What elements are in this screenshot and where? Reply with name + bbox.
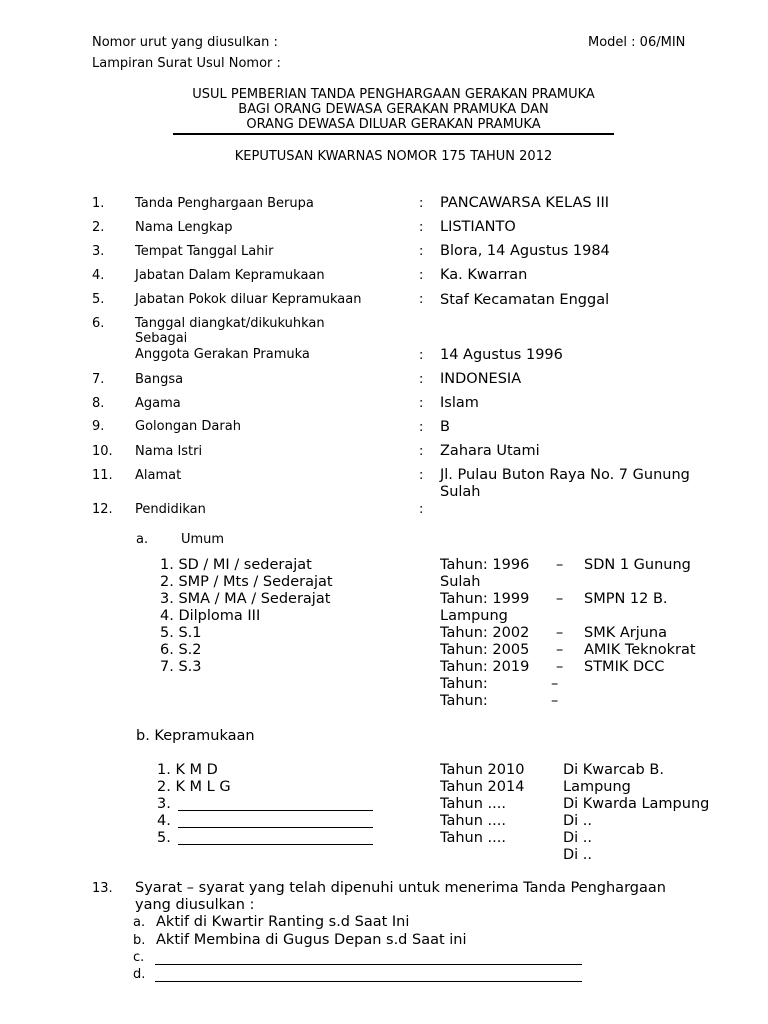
item-colon: : (419, 420, 424, 435)
item-value: Ka. Kwarran (440, 267, 528, 283)
pramuka-list-item: 2. K M L G (157, 779, 231, 795)
umum-tahun: Tahun: (440, 693, 488, 709)
syarat-letter: a. (133, 915, 146, 930)
pramuka-place: Lampung (563, 779, 631, 795)
item-label-line-1: Tanggal diangkat/dikukuhkan (135, 316, 325, 331)
umum-school: STMIK DCC (584, 659, 665, 675)
item-number: 9. (92, 419, 105, 434)
item-value: 14 Agustus 1996 (440, 347, 563, 363)
umum-list-item: 6. S.2 (160, 642, 202, 658)
item-value: PANCAWARSA KELAS III (440, 195, 610, 211)
item-label: Pendidikan (135, 502, 206, 517)
nomor-urut-label: Nomor urut yang diusulkan : (92, 35, 278, 50)
item-number: 4. (92, 268, 105, 283)
syarat-letter: b. (133, 933, 146, 948)
umum-tahun: Tahun: 1999 (440, 591, 530, 607)
pramuka-list-item: 4. (157, 813, 171, 829)
item-number: 11. (92, 468, 113, 483)
syarat-letter: d. (133, 967, 146, 982)
blank-line (178, 827, 373, 828)
umum-tahun: Tahun: 2005 (440, 642, 530, 658)
title-line-3: ORANG DEWASA DILUAR GERAKAN PRAMUKA (246, 117, 541, 132)
item-colon: : (419, 268, 424, 283)
umum-tahun: Tahun: 1996 (440, 557, 530, 573)
item-number: 5. (92, 292, 105, 307)
item-value: INDONESIA (440, 371, 522, 387)
item-colon: : (419, 502, 424, 517)
umum-school: SDN 1 Gunung (584, 557, 691, 573)
pramuka-list-item: 3. (157, 796, 171, 812)
pramuka-list-item: 5. (157, 830, 171, 846)
item-number: 10. (92, 444, 113, 459)
umum-dash: – (556, 557, 564, 573)
item-label: Agama (135, 396, 181, 411)
umum-dash: – (556, 591, 564, 607)
pramuka-tahun: Tahun 2014 (440, 779, 525, 795)
umum-letter: a. (136, 532, 149, 547)
item-colon: : (419, 468, 424, 483)
item-colon: : (419, 348, 424, 363)
item-value: Islam (440, 395, 479, 411)
item-label: Bangsa (135, 372, 184, 387)
item-number: 6. (92, 316, 105, 331)
syarat-letter: c. (133, 950, 145, 965)
pramuka-tahun: Tahun 2010 (440, 762, 525, 778)
umum-list-item: 4. Dilploma III (160, 608, 261, 624)
model-number: Model : 06/MIN (588, 35, 686, 50)
pramuka-place: Di .. (563, 847, 593, 863)
item-value: Blora, 14 Agustus 1984 (440, 243, 610, 259)
item-number: 1. (92, 196, 105, 211)
item-colon: : (419, 444, 424, 459)
item-value: Zahara Utami (440, 443, 540, 459)
umum-dash: – (556, 642, 564, 658)
item-label: Nama Istri (135, 444, 203, 459)
pramuka-tahun: Tahun .... (440, 813, 506, 829)
blank-line (155, 981, 582, 982)
umum-list-item: 7. S.3 (160, 659, 202, 675)
umum-label: Umum (181, 532, 225, 547)
umum-dash: – (556, 659, 564, 675)
syarat-item: Aktif di Kwartir Ranting s.d Saat Ini (156, 914, 410, 930)
item-value: B (440, 419, 450, 435)
umum-tahun: Tahun: 2002 (440, 625, 530, 641)
syarat-line-1: Syarat – syarat yang telah dipenuhi untuk menerima Tanda Penghargaan (135, 880, 666, 896)
pramuka-place: Di .. (563, 813, 593, 829)
syarat-line-2: yang diusulkan : (135, 897, 255, 913)
umum-tahun: Lampung (440, 608, 508, 624)
item-number: 12. (92, 502, 113, 517)
umum-school: SMK Arjuna (584, 625, 668, 641)
item-label: Jabatan Dalam Kepramukaan (135, 268, 325, 283)
umum-list-item: 1. SD / MI / sederajat (160, 557, 312, 573)
item-label-line-3: Anggota Gerakan Pramuka (135, 347, 310, 362)
umum-tahun: Sulah (440, 574, 481, 590)
umum-dash: – (551, 676, 559, 692)
syarat-item: Aktif Membina di Gugus Depan s.d Saat ini (156, 932, 467, 948)
umum-tahun: Tahun: (440, 676, 488, 692)
pramuka-list-item: 1. K M D (157, 762, 218, 778)
umum-list-item: 3. SMA / MA / Sederajat (160, 591, 331, 607)
pramuka-place: Di Kwarcab B. (563, 762, 664, 778)
blank-line (155, 964, 582, 965)
umum-list-item: 2. SMP / Mts / Sederajat (160, 574, 333, 590)
item-colon: : (419, 244, 424, 259)
title-underline (173, 133, 614, 135)
pramuka-tahun: Tahun .... (440, 796, 506, 812)
item-number: 7. (92, 372, 105, 387)
title-line-2: BAGI ORANG DEWASA GERAKAN PRAMUKA DAN (238, 102, 549, 117)
item-number: 2. (92, 220, 105, 235)
umum-dash: – (556, 625, 564, 641)
item-colon: : (419, 372, 424, 387)
item-number: 8. (92, 396, 105, 411)
title-line-1: USUL PEMBERIAN TANDA PENGHARGAAN GERAKAN PRAMUKA (192, 87, 595, 102)
umum-list-item: 5. S.1 (160, 625, 202, 641)
pramuka-place: Di Kwarda Lampung (563, 796, 710, 812)
item-label: Alamat (135, 468, 182, 483)
umum-school: SMPN 12 B. (584, 591, 668, 607)
item-colon: : (419, 196, 424, 211)
umum-tahun: Tahun: 2019 (440, 659, 530, 675)
umum-dash: – (551, 693, 559, 709)
item-number: 3. (92, 244, 105, 259)
decree-line: KEPUTUSAN KWARNAS NOMOR 175 TAHUN 2012 (234, 149, 553, 164)
item-label-line-2: Sebagai (135, 331, 188, 346)
item-label: Jabatan Pokok diluar Kepramukaan (135, 292, 362, 307)
lampiran-label: Lampiran Surat Usul Nomor : (92, 56, 281, 71)
kepramukaan-label: b. Kepramukaan (136, 728, 255, 744)
pramuka-place: Di .. (563, 830, 593, 846)
pramuka-tahun: Tahun .... (440, 830, 506, 846)
item-label: Golongan Darah (135, 419, 241, 434)
item-value: Staf Kecamatan Enggal (440, 292, 610, 308)
syarat-number: 13. (92, 881, 113, 896)
umum-school: AMIK Teknokrat (584, 642, 696, 658)
address-line-2: Sulah (440, 484, 481, 500)
item-value: LISTIANTO (440, 219, 516, 235)
item-label: Tanda Penghargaan Berupa (135, 196, 314, 211)
blank-line (178, 844, 373, 845)
address-line-1: Jl. Pulau Buton Raya No. 7 Gunung (440, 467, 690, 483)
item-colon: : (419, 396, 424, 411)
item-label: Tempat Tanggal Lahir (135, 244, 274, 259)
item-label: Nama Lengkap (135, 220, 233, 235)
blank-line (178, 810, 373, 811)
item-colon: : (419, 292, 424, 307)
item-colon: : (419, 220, 424, 235)
